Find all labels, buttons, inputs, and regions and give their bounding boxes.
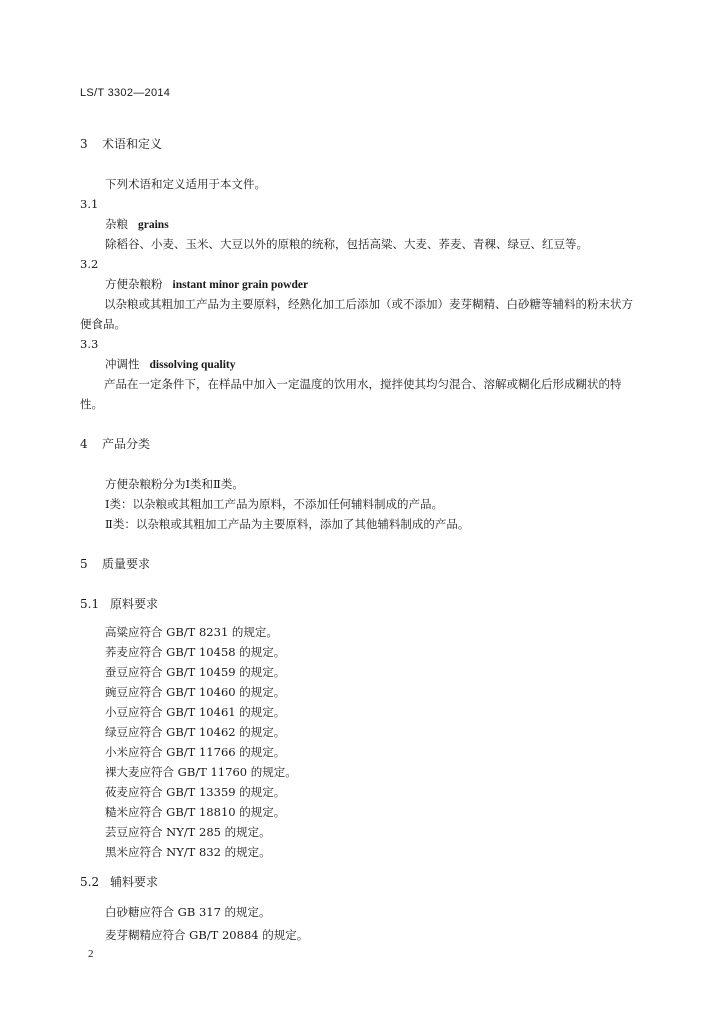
page-number: 2 [88,948,94,960]
term-en: grains [138,219,169,231]
subsection-title: 原料要求 [110,597,159,611]
term-zh: 方便杂粮粉 [105,277,163,291]
requirement-line: 高粱应符合 GB/T 8231 的规定。 [105,625,278,639]
term-heading [105,217,169,232]
term-heading [105,357,235,372]
classification-line: Ⅰ类：以杂粮或其粗加工产品为原料，不添加任何辅料制成的产品。 [105,497,444,511]
section-number: 5 [80,557,88,571]
term-en: instant minor grain powder [172,279,309,291]
requirement-line: 黑米应符合 NY/T 832 的规定。 [105,845,271,859]
subsection-5-2-heading [80,875,158,889]
requirement-line: 莜麦应符合 GB/T 13359 的规定。 [105,785,286,799]
section-3-heading [80,137,162,151]
term-number: 3.3 [80,337,99,351]
classification-line: Ⅱ类：以杂粮或其粗加工产品为主要原料，添加了其他辅料制成的产品。 [105,517,470,531]
term-heading [105,277,308,292]
section-title: 质量要求 [102,557,151,571]
requirement-line: 豌豆应符合 GB/T 10460 的规定。 [105,685,286,699]
requirement-line: 小豆应符合 GB/T 10461 的规定。 [105,705,286,719]
subsection-number: 5.2 [80,875,100,889]
requirement-line: 绿豆应符合 GB/T 10462 的规定。 [105,725,286,739]
subsection-5-1-heading [80,597,158,611]
document-code: LS/T 3302—2014 [80,87,171,99]
term-zh: 冲调性 [105,357,140,371]
term-definition: 产品在一定条件下，在样品中加入一定温度的饮用水，搅拌使其均匀混合、溶解或糊化后形成糊状的特性。 [80,377,622,411]
classification-line: 方便杂粮粉分为Ⅰ类和Ⅱ类。 [105,477,244,491]
requirement-line: 蚕豆应符合 GB/T 10459 的规定。 [105,665,286,679]
subsection-number: 5.1 [80,597,100,611]
term-number: 3.2 [80,257,99,271]
term-en: dissolving quality [149,359,236,371]
subsection-title: 辅料要求 [110,875,159,889]
section-title: 产品分类 [102,437,151,451]
requirement-line: 白砂糖应符合 GB 317 的规定。 [105,905,271,919]
section-3-intro: 下列术语和定义适用于本文件。 [105,177,266,191]
section-title: 术语和定义 [102,137,163,151]
section-5-heading [80,557,150,571]
term-zh: 杂粮 [105,217,128,231]
requirement-line: 芸豆应符合 NY/T 285 的规定。 [105,825,271,839]
term-definition: 以杂粮或其粗加工产品为主要原料，经熟化加工后添加（或不添加）麦芽糊精、白砂糖等辅料的粉末状方便食品。 [80,297,633,331]
term-definition: 除稻谷、小麦、玉米、大豆以外的原粮的统称，包括高粱、大麦、荞麦、青稞、绿豆、红豆等。 [105,237,588,251]
requirement-line: 小米应符合 GB/T 11766 的规定。 [105,745,286,759]
requirement-line: 裸大麦应符合 GB/T 11760 的规定。 [105,765,297,779]
requirement-line: 麦芽糊精应符合 GB/T 20884 的规定。 [105,928,309,942]
requirement-line: 荞麦应符合 GB/T 10458 的规定。 [105,645,286,659]
section-number: 4 [80,437,88,451]
term-number: 3.1 [80,197,99,211]
requirement-line: 糙米应符合 GB/T 18810 的规定。 [105,805,286,819]
section-4-heading [80,437,150,451]
section-number: 3 [80,137,88,151]
